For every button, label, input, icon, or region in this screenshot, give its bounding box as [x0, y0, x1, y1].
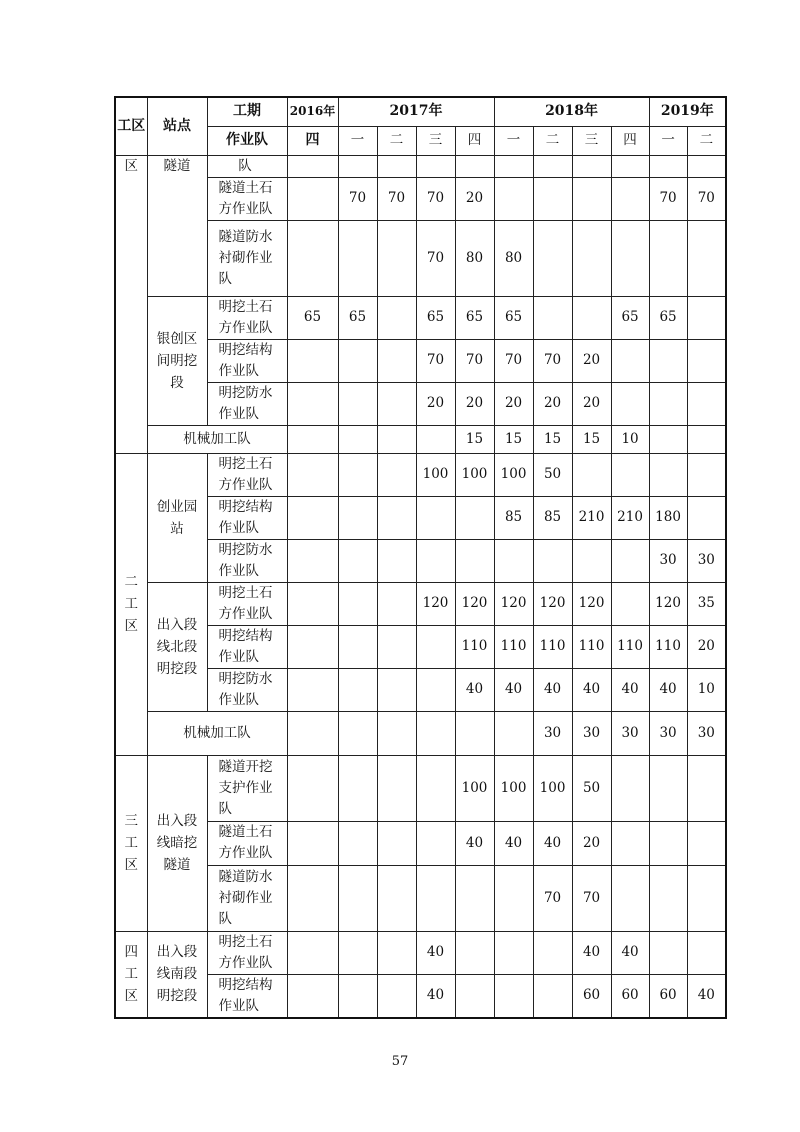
value-cell: 20: [494, 382, 533, 425]
value-cell: [287, 582, 338, 625]
value-cell: 30: [687, 711, 726, 755]
value-cell: [572, 220, 611, 296]
header-quarter: 一: [338, 126, 377, 155]
value-cell: [287, 625, 338, 668]
team-cell: 隧道防水衬砌作业队: [207, 865, 287, 931]
value-cell: 60: [572, 974, 611, 1018]
value-cell: [338, 539, 377, 582]
value-cell: 20: [416, 382, 455, 425]
value-cell: [377, 582, 416, 625]
value-cell: 70: [455, 339, 494, 382]
value-cell: [649, 755, 687, 821]
team-cell: 明挖结构作业队: [207, 339, 287, 382]
value-cell: [377, 668, 416, 711]
value-cell: [611, 155, 649, 177]
team-cell: 明挖结构作业队: [207, 625, 287, 668]
station-cell: 出入段线北段明挖段: [147, 582, 207, 711]
value-cell: 30: [649, 711, 687, 755]
table-row: [115, 296, 726, 339]
value-cell: [533, 539, 572, 582]
value-cell: 65: [611, 296, 649, 339]
team-cell: 明挖土石方作业队: [207, 582, 287, 625]
header-quarter: 三: [572, 126, 611, 155]
value-cell: [416, 155, 455, 177]
value-cell: [338, 711, 377, 755]
value-cell: [611, 339, 649, 382]
value-cell: 70: [533, 865, 572, 931]
value-cell: [687, 496, 726, 539]
value-cell: [377, 755, 416, 821]
header-quarter: 二: [533, 126, 572, 155]
value-cell: [287, 865, 338, 931]
value-cell: 80: [455, 220, 494, 296]
value-cell: [338, 496, 377, 539]
value-cell: [649, 220, 687, 296]
value-cell: [455, 865, 494, 931]
value-cell: [416, 496, 455, 539]
value-cell: [455, 711, 494, 755]
value-cell: [377, 865, 416, 931]
table-row: [115, 339, 726, 382]
value-cell: [494, 865, 533, 931]
value-cell: [649, 382, 687, 425]
value-cell: [287, 539, 338, 582]
value-cell: [338, 155, 377, 177]
value-cell: 30: [611, 711, 649, 755]
value-cell: [338, 220, 377, 296]
value-cell: [377, 296, 416, 339]
value-cell: [377, 974, 416, 1018]
value-cell: 20: [455, 177, 494, 220]
value-cell: [649, 865, 687, 931]
value-cell: [611, 755, 649, 821]
value-cell: 85: [533, 496, 572, 539]
value-cell: 30: [687, 539, 726, 582]
team-cell: 明挖防水作业队: [207, 668, 287, 711]
value-cell: [649, 425, 687, 453]
value-cell: [377, 711, 416, 755]
value-cell: [611, 177, 649, 220]
value-cell: [416, 711, 455, 755]
value-cell: [533, 931, 572, 974]
value-cell: [377, 220, 416, 296]
value-cell: [287, 821, 338, 865]
value-cell: 50: [533, 453, 572, 496]
table-row: [115, 155, 726, 177]
value-cell: [494, 177, 533, 220]
team-cell: 明挖结构作业队: [207, 974, 287, 1018]
table-row: [115, 865, 726, 931]
value-cell: [494, 155, 533, 177]
value-cell: [377, 339, 416, 382]
value-cell: 70: [687, 177, 726, 220]
value-cell: 15: [533, 425, 572, 453]
header-year-2018: 2018年: [494, 97, 649, 126]
value-cell: [494, 711, 533, 755]
station-cell: 出入段线暗挖隧道: [147, 755, 207, 931]
value-cell: 100: [455, 453, 494, 496]
header-station: 站点: [147, 97, 207, 155]
value-cell: [649, 821, 687, 865]
value-cell: 15: [455, 425, 494, 453]
table-row: [115, 582, 726, 625]
value-cell: 65: [287, 296, 338, 339]
team-cell: 隧道土石方作业队: [207, 821, 287, 865]
value-cell: 40: [687, 974, 726, 1018]
value-cell: [338, 931, 377, 974]
value-cell: 20: [572, 821, 611, 865]
value-cell: 30: [572, 711, 611, 755]
table-row: [115, 821, 726, 865]
value-cell: 100: [416, 453, 455, 496]
value-cell: [533, 296, 572, 339]
value-cell: [611, 382, 649, 425]
value-cell: [572, 177, 611, 220]
value-cell: [687, 425, 726, 453]
table-row: [115, 974, 726, 1018]
value-cell: 70: [572, 865, 611, 931]
team-cell: 机械加工队: [147, 711, 287, 755]
page-number: 57: [391, 1054, 409, 1069]
value-cell: [687, 382, 726, 425]
zone-cell: 区: [115, 155, 147, 453]
table-row: [115, 668, 726, 711]
team-cell: 明挖土石方作业队: [207, 453, 287, 496]
value-cell: 120: [649, 582, 687, 625]
value-cell: [687, 821, 726, 865]
table-row: [115, 496, 726, 539]
value-cell: [287, 155, 338, 177]
team-cell: 机械加工队: [147, 425, 287, 453]
value-cell: [416, 668, 455, 711]
value-cell: [416, 865, 455, 931]
station-cell: 隧道: [147, 155, 207, 296]
header-team: 作业队: [207, 126, 287, 155]
station-cell: 创业园站: [147, 453, 207, 582]
value-cell: [377, 931, 416, 974]
value-cell: 40: [572, 668, 611, 711]
value-cell: 20: [572, 339, 611, 382]
value-cell: 40: [533, 668, 572, 711]
zone-cell: 三工区: [115, 755, 147, 931]
header-year-2019: 2019年: [649, 97, 726, 126]
zone-cell: 二工区: [115, 453, 147, 755]
value-cell: 60: [649, 974, 687, 1018]
value-cell: 40: [649, 668, 687, 711]
construction-schedule-table: [114, 96, 727, 1019]
value-cell: [287, 339, 338, 382]
value-cell: [455, 155, 494, 177]
value-cell: [687, 339, 726, 382]
value-cell: [687, 296, 726, 339]
value-cell: 40: [611, 668, 649, 711]
value-cell: [416, 821, 455, 865]
header-quarter: 二: [687, 126, 726, 155]
table-row: [115, 711, 726, 755]
value-cell: [287, 931, 338, 974]
value-cell: [287, 755, 338, 821]
value-cell: 20: [572, 382, 611, 425]
value-cell: [338, 865, 377, 931]
value-cell: [287, 177, 338, 220]
value-cell: 70: [416, 177, 455, 220]
value-cell: 65: [649, 296, 687, 339]
value-cell: [533, 155, 572, 177]
header-quarter: 四: [455, 126, 494, 155]
zone-cell: 四工区: [115, 931, 147, 1018]
header-quarter: 二: [377, 126, 416, 155]
value-cell: 40: [494, 668, 533, 711]
value-cell: [377, 821, 416, 865]
value-cell: 30: [533, 711, 572, 755]
value-cell: [287, 711, 338, 755]
table-row: [115, 539, 726, 582]
value-cell: [416, 625, 455, 668]
value-cell: [494, 974, 533, 1018]
value-cell: [338, 453, 377, 496]
value-cell: 30: [649, 539, 687, 582]
value-cell: [287, 382, 338, 425]
value-cell: 210: [572, 496, 611, 539]
value-cell: [377, 453, 416, 496]
value-cell: [287, 220, 338, 296]
value-cell: [649, 155, 687, 177]
value-cell: 70: [416, 220, 455, 296]
value-cell: 120: [533, 582, 572, 625]
table-row: [115, 382, 726, 425]
team-cell: 明挖防水作业队: [207, 539, 287, 582]
team-cell: 明挖防水作业队: [207, 382, 287, 425]
value-cell: [338, 425, 377, 453]
value-cell: [377, 382, 416, 425]
value-cell: 40: [611, 931, 649, 974]
team-cell: 明挖土石方作业队: [207, 296, 287, 339]
value-cell: 70: [494, 339, 533, 382]
value-cell: [455, 974, 494, 1018]
value-cell: [455, 931, 494, 974]
value-cell: 15: [572, 425, 611, 453]
value-cell: [533, 220, 572, 296]
table-row: [115, 755, 726, 821]
value-cell: 50: [572, 755, 611, 821]
value-cell: 70: [338, 177, 377, 220]
table-row: [115, 425, 726, 453]
value-cell: 100: [533, 755, 572, 821]
value-cell: [611, 220, 649, 296]
value-cell: 65: [416, 296, 455, 339]
value-cell: 20: [687, 625, 726, 668]
value-cell: 35: [687, 582, 726, 625]
value-cell: 110: [455, 625, 494, 668]
value-cell: [416, 539, 455, 582]
station-cell: 银创区间明挖段: [147, 296, 207, 425]
value-cell: [611, 865, 649, 931]
value-cell: [287, 425, 338, 453]
value-cell: [611, 453, 649, 496]
station-cell: 出入段线南段明挖段: [147, 931, 207, 1018]
value-cell: 10: [611, 425, 649, 453]
value-cell: [533, 974, 572, 1018]
value-cell: [687, 453, 726, 496]
value-cell: 40: [416, 931, 455, 974]
value-cell: [687, 220, 726, 296]
value-cell: 70: [377, 177, 416, 220]
value-cell: [338, 382, 377, 425]
table-row: [115, 453, 726, 496]
header-quarter: 一: [494, 126, 533, 155]
value-cell: [287, 974, 338, 1018]
value-cell: [377, 496, 416, 539]
header-gongqi: 工期: [207, 97, 287, 126]
value-cell: [287, 668, 338, 711]
value-cell: [455, 539, 494, 582]
value-cell: 100: [494, 453, 533, 496]
header-quarter: 三: [416, 126, 455, 155]
value-cell: 70: [416, 339, 455, 382]
header-gongqu: 工区: [115, 97, 147, 155]
value-cell: 10: [687, 668, 726, 711]
team-cell: 隧道防水衬砌作业队: [207, 220, 287, 296]
value-cell: [455, 496, 494, 539]
value-cell: 180: [649, 496, 687, 539]
value-cell: 110: [572, 625, 611, 668]
value-cell: [338, 339, 377, 382]
value-cell: [287, 453, 338, 496]
value-cell: [687, 755, 726, 821]
value-cell: [338, 821, 377, 865]
value-cell: [611, 582, 649, 625]
value-cell: 120: [494, 582, 533, 625]
value-cell: 120: [416, 582, 455, 625]
header-quarter: 一: [649, 126, 687, 155]
team-cell: 明挖土石方作业队: [207, 931, 287, 974]
value-cell: 40: [533, 821, 572, 865]
value-cell: 40: [494, 821, 533, 865]
value-cell: 65: [455, 296, 494, 339]
table-row: [115, 177, 726, 220]
value-cell: 40: [455, 668, 494, 711]
value-cell: [494, 931, 533, 974]
value-cell: [338, 668, 377, 711]
value-cell: 70: [533, 339, 572, 382]
value-cell: [338, 625, 377, 668]
team-cell: 隧道开挖支护作业队: [207, 755, 287, 821]
header-quarter: 四: [611, 126, 649, 155]
value-cell: 40: [416, 974, 455, 1018]
value-cell: [377, 425, 416, 453]
value-cell: [338, 755, 377, 821]
team-cell: 隧道土石方作业队: [207, 177, 287, 220]
header-year-2016: 2016年: [287, 97, 338, 126]
value-cell: [649, 931, 687, 974]
value-cell: [649, 453, 687, 496]
value-cell: [338, 582, 377, 625]
value-cell: 20: [533, 382, 572, 425]
value-cell: 15: [494, 425, 533, 453]
value-cell: [687, 155, 726, 177]
value-cell: 120: [455, 582, 494, 625]
value-cell: 120: [572, 582, 611, 625]
value-cell: [377, 625, 416, 668]
value-cell: [572, 539, 611, 582]
value-cell: [687, 931, 726, 974]
value-cell: 110: [533, 625, 572, 668]
team-cell: 明挖结构作业队: [207, 496, 287, 539]
value-cell: [611, 821, 649, 865]
value-cell: [572, 453, 611, 496]
header-year-2017: 2017年: [338, 97, 494, 126]
header-quarter: 四: [287, 126, 338, 155]
value-cell: [377, 539, 416, 582]
value-cell: 40: [572, 931, 611, 974]
value-cell: [416, 755, 455, 821]
value-cell: [377, 155, 416, 177]
value-cell: 70: [649, 177, 687, 220]
value-cell: 110: [649, 625, 687, 668]
value-cell: [687, 865, 726, 931]
value-cell: [611, 539, 649, 582]
value-cell: [287, 496, 338, 539]
value-cell: 100: [494, 755, 533, 821]
value-cell: [416, 425, 455, 453]
value-cell: 85: [494, 496, 533, 539]
value-cell: 110: [494, 625, 533, 668]
value-cell: 100: [455, 755, 494, 821]
value-cell: 65: [494, 296, 533, 339]
value-cell: 60: [611, 974, 649, 1018]
value-cell: [572, 296, 611, 339]
value-cell: [649, 339, 687, 382]
value-cell: 80: [494, 220, 533, 296]
team-cell: 队: [207, 155, 287, 177]
table-row: [115, 625, 726, 668]
value-cell: 40: [455, 821, 494, 865]
value-cell: 110: [611, 625, 649, 668]
value-cell: 210: [611, 496, 649, 539]
value-cell: 65: [338, 296, 377, 339]
value-cell: [338, 974, 377, 1018]
table-row: [115, 220, 726, 296]
value-cell: [494, 539, 533, 582]
value-cell: [572, 155, 611, 177]
value-cell: [533, 177, 572, 220]
table-row: [115, 931, 726, 974]
value-cell: 20: [455, 382, 494, 425]
